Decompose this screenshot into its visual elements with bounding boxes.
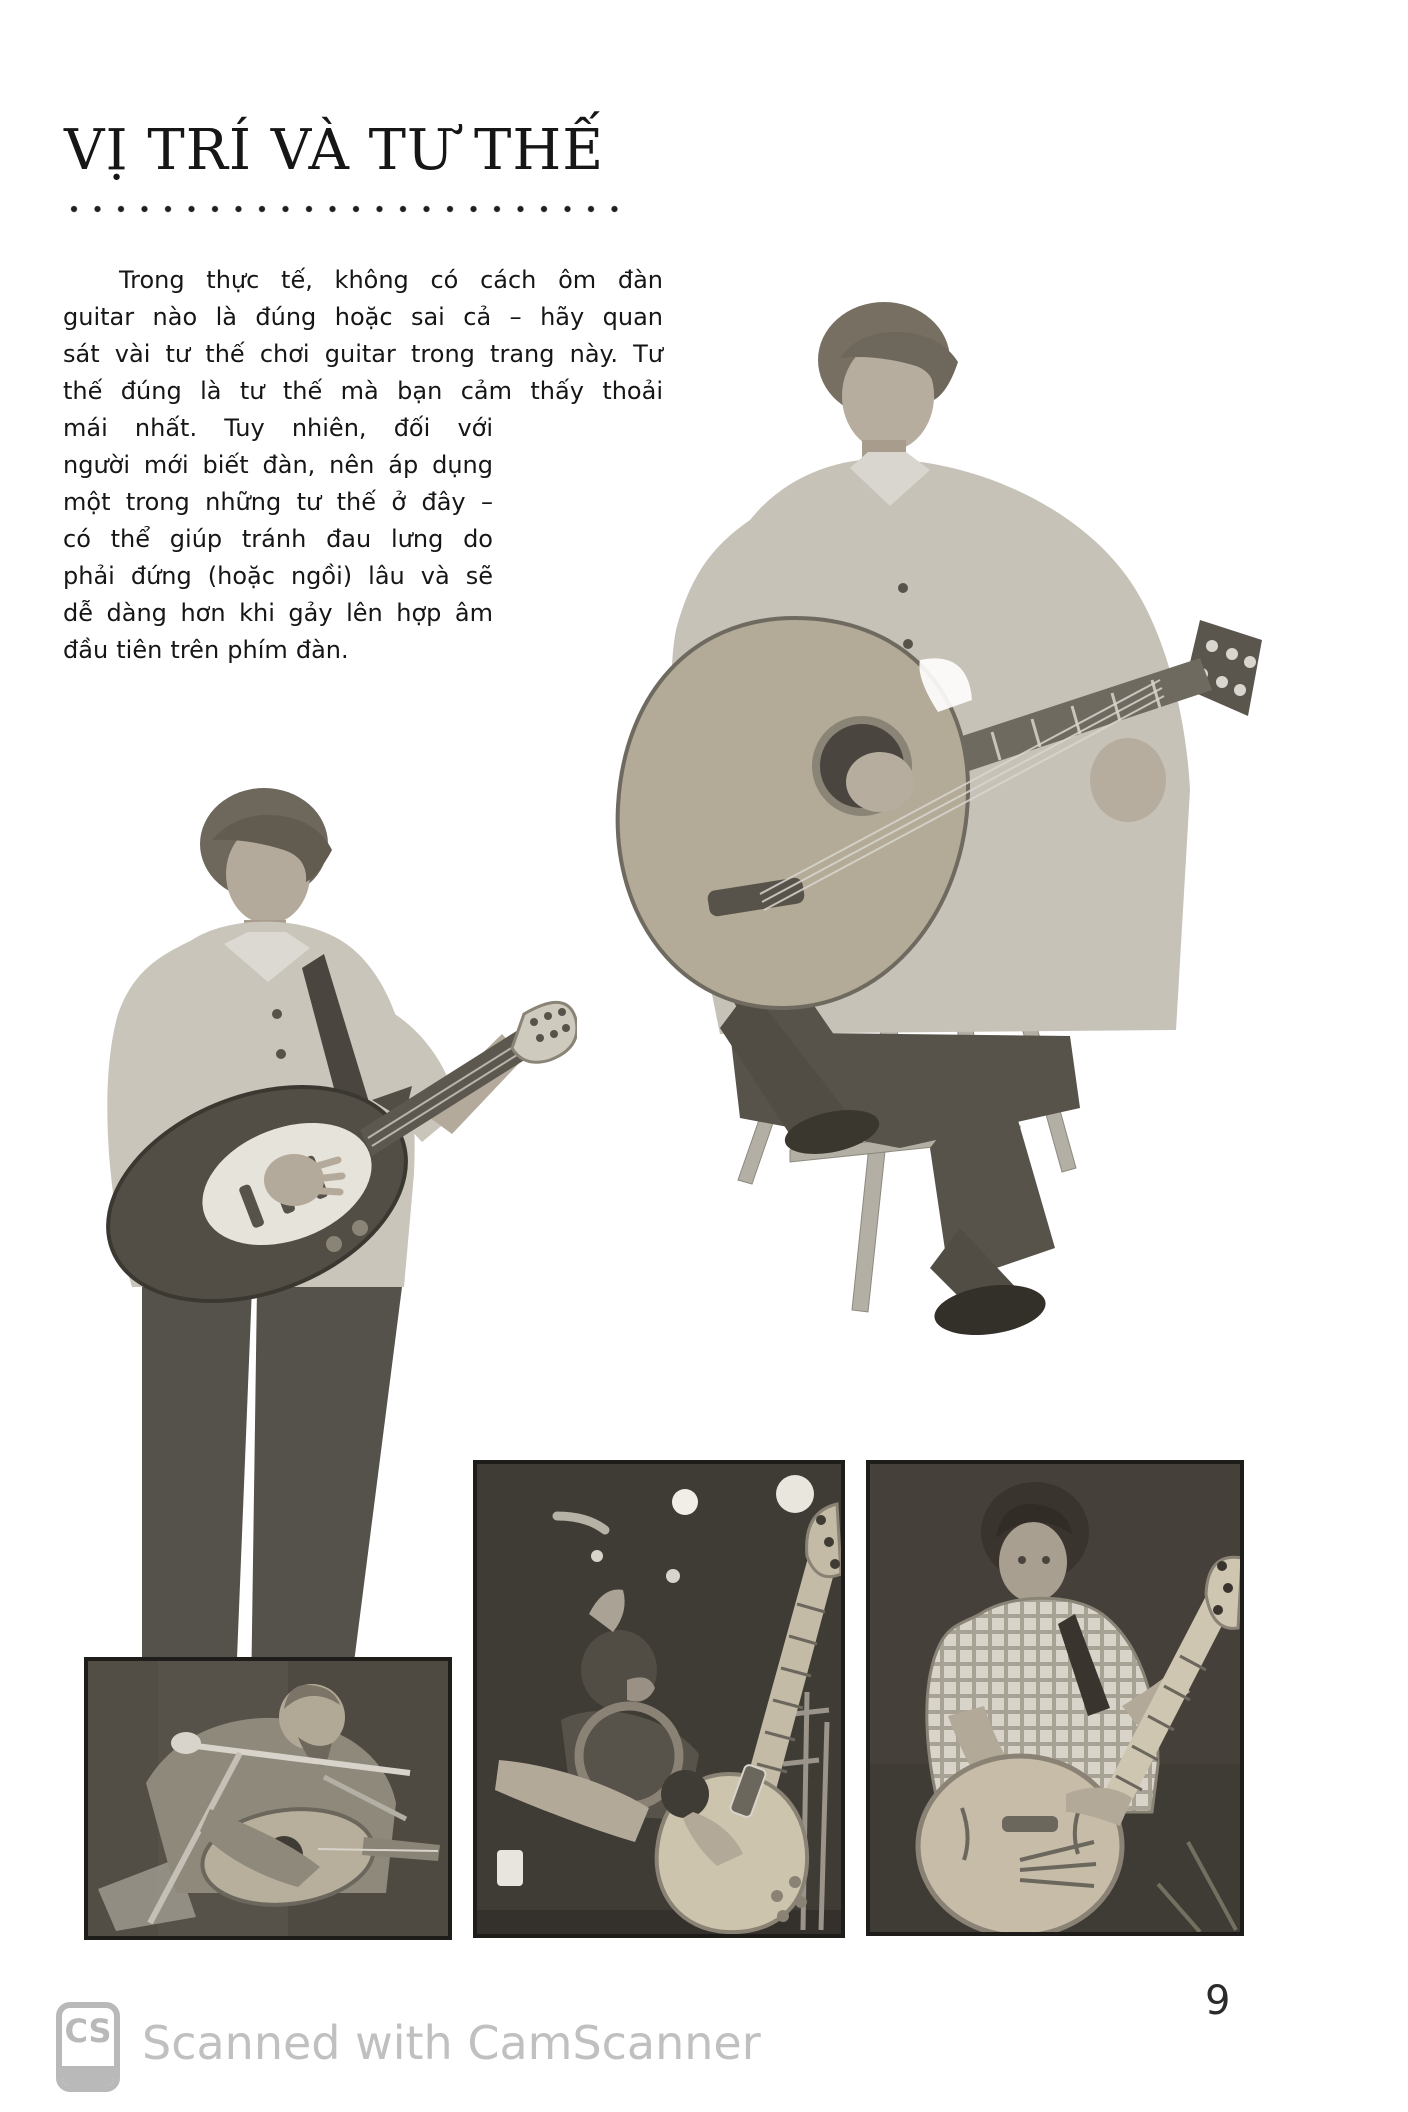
paragraph-line: đầu tiên trên phím đàn. bbox=[63, 636, 349, 664]
page-title: VỊ TRÍ VÀ TƯ THẾ bbox=[64, 118, 605, 183]
paragraph-line: thế đúng là tư thế mà bạn cảm thấy thoải bbox=[63, 377, 663, 405]
les-paul-guitar bbox=[657, 1504, 841, 1932]
photo-plaid-guitarist bbox=[866, 1460, 1244, 1936]
camscanner-logo-text: CS bbox=[64, 2012, 112, 2050]
stage-lights bbox=[557, 1475, 814, 1583]
paragraph-line: mái nhất. Tuy nhiên, đối với bbox=[63, 414, 493, 442]
intro-paragraph bbox=[63, 262, 663, 669]
paragraph-line: người mới biết đàn, nên áp dụng bbox=[63, 451, 493, 479]
stage-cup bbox=[497, 1850, 523, 1886]
paragraph-line: có thể giúp tránh đau lưng do bbox=[63, 525, 493, 553]
camscanner-watermark: Scanned with CamScanner bbox=[142, 2016, 761, 2070]
paragraph-line: một trong những tư thế ở đây – bbox=[63, 488, 493, 516]
les-paul-illustration bbox=[477, 1464, 841, 1934]
plaid-guitarist-illustration bbox=[870, 1464, 1240, 1932]
paragraph-line: sát vài tư thế chơi guitar trong trang này. Tư bbox=[63, 340, 663, 368]
dotted-rule bbox=[70, 204, 626, 214]
paragraph-line: dễ dàng hơn khi gảy lên hợp âm bbox=[63, 599, 493, 627]
paragraph-line: guitar nào là đúng hoặc sai cả – hãy quan bbox=[63, 303, 663, 331]
photo-bent-acoustic bbox=[84, 1657, 452, 1940]
camscanner-logo-icon bbox=[56, 2002, 120, 2092]
photo-seated-stool bbox=[600, 288, 1270, 1428]
paragraph-line: phải đứng (hoặc ngồi) lâu và sẽ bbox=[63, 562, 493, 590]
page-number: 9 bbox=[1205, 1978, 1231, 2024]
seated-guitarist-illustration bbox=[600, 288, 1270, 1428]
bent-guitarist-illustration bbox=[88, 1661, 448, 1936]
camscanner-logo-bar bbox=[62, 2066, 114, 2086]
photo-les-paul-stage bbox=[473, 1460, 845, 1938]
paragraph-line: Trong thực tế, không có cách ôm đàn bbox=[119, 266, 663, 294]
